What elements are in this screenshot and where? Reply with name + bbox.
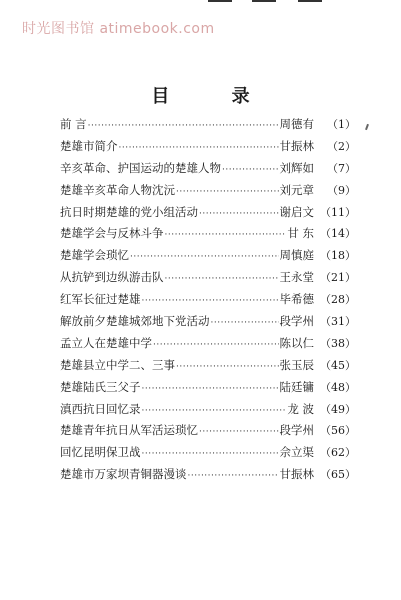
toc-entry-author: 张玉辰 bbox=[279, 357, 314, 372]
table-of-contents bbox=[60, 116, 356, 488]
dot-leader bbox=[188, 471, 279, 481]
toc-entry-author: 甘振林 bbox=[279, 467, 314, 482]
toc-entry-page: （1） bbox=[327, 118, 356, 131]
toc-entry-author: 刘辉如 bbox=[279, 160, 314, 175]
toc-entry-page: （45） bbox=[320, 358, 356, 372]
toc-entry-title: 楚雄学会与反林斗争 bbox=[60, 226, 164, 241]
toc-entry-page: （49） bbox=[320, 402, 356, 416]
toc-entry-author: 谢启文 bbox=[279, 204, 314, 219]
toc-entry-title: 前 言 bbox=[60, 117, 87, 131]
toc-entry-title: 楚雄市简介 bbox=[60, 138, 118, 153]
toc-entry[interactable] bbox=[60, 401, 356, 423]
toc-entry[interactable] bbox=[60, 182, 356, 204]
toc-entry[interactable] bbox=[60, 379, 356, 401]
toc-entry-author: 陈以仁 bbox=[279, 335, 314, 350]
toc-entry-page: （28） bbox=[320, 293, 356, 307]
dot-leader bbox=[142, 296, 279, 306]
toc-entry[interactable] bbox=[60, 357, 356, 379]
toc-entry-page: （9） bbox=[327, 183, 356, 197]
toc-entry-author: 刘元章 bbox=[279, 182, 314, 197]
toc-entry[interactable] bbox=[60, 291, 356, 313]
top-edge-mark-2 bbox=[252, 0, 276, 2]
toc-entry-title: 红军长征过楚雄 bbox=[60, 292, 141, 307]
toc-entry-page: （31） bbox=[320, 315, 356, 329]
toc-entry[interactable] bbox=[60, 138, 356, 160]
dot-leader bbox=[176, 362, 279, 372]
toc-entry-page: （38） bbox=[320, 336, 356, 350]
toc-entry-page: （48） bbox=[320, 380, 356, 394]
dot-leader bbox=[199, 209, 279, 219]
toc-entry[interactable] bbox=[60, 269, 356, 291]
toc-entry-page: （62） bbox=[320, 446, 356, 460]
toc-entry-author: 甘振林 bbox=[279, 138, 314, 153]
toc-entry-page: （11） bbox=[320, 205, 356, 219]
dot-leader bbox=[153, 340, 279, 350]
dot-leader bbox=[176, 187, 279, 197]
page-title: 目 录 bbox=[151, 86, 278, 107]
toc-entry-author: 佘立渠 bbox=[279, 445, 314, 460]
top-edge-mark-1 bbox=[208, 0, 232, 2]
toc-entry-author: 段学州 bbox=[279, 423, 314, 438]
dot-leader bbox=[142, 449, 279, 459]
toc-entry-page: （65） bbox=[320, 468, 356, 482]
toc-entry-title: 滇西抗日回忆录 bbox=[60, 401, 141, 416]
toc-entry[interactable] bbox=[60, 335, 356, 357]
toc-entry-author: 甘 东 bbox=[287, 226, 314, 241]
toc-entry-title: 孟立人在楚雄中学 bbox=[60, 335, 152, 350]
toc-entry-author: 王永堂 bbox=[279, 270, 314, 285]
toc-entry-title: 楚雄青年抗日从军活运琐忆 bbox=[60, 423, 198, 438]
watermark: 时光图书馆 atimebook.com bbox=[22, 21, 215, 37]
toc-entry-title: 辛亥革命、护国运动的楚雄人物 bbox=[60, 160, 221, 175]
dot-leader bbox=[165, 274, 279, 284]
toc-entry[interactable] bbox=[60, 422, 356, 444]
dot-leader bbox=[119, 143, 279, 153]
dot-leader bbox=[142, 406, 287, 416]
dot-leader bbox=[165, 230, 287, 240]
toc-entry-author: 周德有 bbox=[279, 117, 314, 131]
toc-entry[interactable] bbox=[60, 225, 356, 247]
dot-leader bbox=[211, 318, 279, 328]
toc-entry[interactable] bbox=[60, 204, 356, 226]
toc-entry-title: 楚雄陆氏三父子 bbox=[60, 379, 141, 394]
toc-entry-title: 楚雄学会琐忆 bbox=[60, 248, 129, 263]
dot-leader bbox=[88, 121, 279, 131]
toc-entry[interactable] bbox=[60, 444, 356, 466]
toc-entry-page: （56） bbox=[320, 424, 356, 438]
toc-entry-page: （2） bbox=[327, 139, 356, 153]
toc-entry-title: 楚雄县立中学二、三事 bbox=[60, 357, 175, 372]
toc-entry-author: 周慎庭 bbox=[279, 248, 314, 263]
toc-entry-title: 回忆昆明保卫战 bbox=[60, 445, 141, 460]
dot-leader bbox=[130, 252, 279, 262]
toc-entry-title: 抗日时期楚雄的党小组活动 bbox=[60, 204, 198, 219]
dot-leader bbox=[142, 384, 279, 394]
dot-leader bbox=[199, 427, 279, 437]
toc-entry-page: （21） bbox=[320, 271, 356, 285]
toc-entry-title: 解放前夕楚雄城郊地下党活动 bbox=[60, 314, 210, 329]
toc-entry[interactable] bbox=[60, 247, 356, 269]
toc-entry-page: （14） bbox=[320, 227, 356, 241]
dot-leader bbox=[222, 165, 279, 175]
toc-entry-title: 楚雄辛亥革命人物沈沅 bbox=[60, 182, 175, 197]
top-edge-mark-3 bbox=[298, 0, 322, 2]
toc-entry-author: 毕希德 bbox=[279, 292, 314, 307]
toc-entry[interactable] bbox=[60, 160, 356, 182]
toc-entry-page: （7） bbox=[327, 161, 356, 175]
toc-entry-author: 龙 波 bbox=[287, 401, 314, 416]
toc-entry-page: （18） bbox=[320, 249, 356, 263]
toc-entry[interactable] bbox=[60, 116, 356, 138]
toc-entry[interactable] bbox=[60, 466, 356, 488]
toc-entry-author: 段学州 bbox=[279, 314, 314, 329]
toc-entry-author: 陆廷镛 bbox=[279, 379, 314, 394]
toc-entry-title: 从抗铲到边纵游击队 bbox=[60, 270, 164, 285]
toc-entry[interactable] bbox=[60, 313, 356, 335]
toc-entry-title: 楚雄市万家坝青铜器漫谈 bbox=[60, 467, 187, 482]
ink-speck bbox=[365, 124, 369, 130]
